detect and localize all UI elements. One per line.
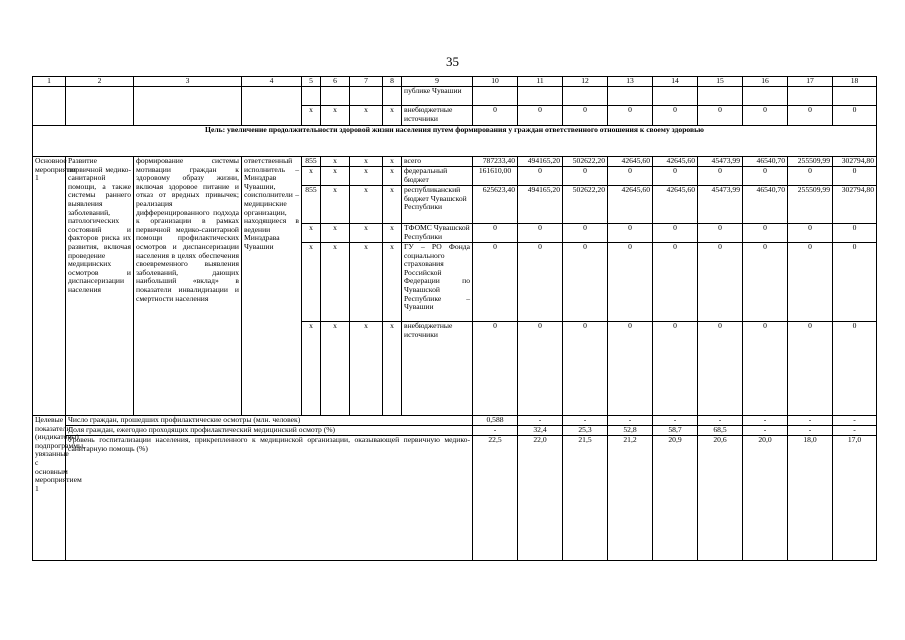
funding-source: внебюджетные источники — [402, 106, 473, 126]
col-header: 10 — [473, 77, 518, 87]
page-number: 35 — [446, 54, 459, 69]
col-header: 6 — [321, 77, 350, 87]
col-header: 12 — [563, 77, 608, 87]
table-row: Основное мероприятие 1 Развитие первичной медико-санитарной помощи, а также системы раннего выявления заболеваний, патологических состояний и факторов риска их развития, включая проведение медицинских осмотров и диспансеризации населения формирование системы мотивации граждан к здоровому образу жизни, включая здоровое питание и отказ от вредных привычек; реализация дифференцированного подхода к организации в рамках первичной медико-санитарной помощи профилактических осмотров и диспансеризации населения в целях обеспечения своевременного выявления заболеваний, дающих наибольший «вклад» в показатели инвалидизации и смертности населения ответственный исполнитель – Минздрав Чувашии, соисполнители – медицинские организации, находящиеся в ведении Минздрава Чувашии 855 х х х всего 787233,40 494165,20 502622,20 42645,60 42645,60 45473,99 46540,70 255509,99 302794,80 — [33, 157, 877, 167]
table-row: Целевые показатели (индикаторы) подпрограммы, увязанные с основным мероприятием 1 Число граждан, прошедших профилактические осмотры (млн. человек) 0,588 - - - - - - - - — [33, 416, 877, 426]
target-name: Число граждан, прошедших профилактические осмотры (млн. человек) — [66, 416, 473, 426]
cell: 0 — [653, 106, 698, 126]
goal-row — [33, 126, 877, 157]
targets-label: Целевые показатели (индикаторы) подпрограммы, увязанные с основным мероприятием 1 — [33, 416, 66, 561]
target-name: Доля граждан, ежегодно проходящих профилактический медицинский осмотр (%) — [66, 426, 473, 436]
col-header: 9 — [402, 77, 473, 87]
cell: 0 — [743, 106, 788, 126]
col-header: 17 — [788, 77, 833, 87]
cell: х — [321, 106, 350, 126]
funding-source: публике Чувашии — [402, 87, 473, 106]
funding-source: республиканский бюджет Чувашской Республики — [402, 186, 473, 224]
goal-text: Цель: увеличение продолжительности здоровой жизни населения путем формирования у граждан ответственного отношения к своему здоровью — [33, 126, 877, 157]
funding-source: ТФОМС Чувашской Республики — [402, 224, 473, 243]
table-row: х х х х ГУ – РО Фонда социального страхования Российской Федерации по Чувашской Республике – Чувашии 0 0 0 0 0 0 0 0 0 — [33, 243, 877, 322]
funding-source: федеральный бюджет — [402, 167, 473, 186]
table-row: Доля граждан, ежегодно проходящих профилактический медицинский осмотр (%) - 32,4 25,3 52,8 58,7 68,5 - - - — [33, 426, 877, 436]
cell: х — [350, 106, 383, 126]
col-header: 1 — [33, 77, 66, 87]
cell: 0 — [698, 106, 743, 126]
col-header: 4 — [242, 77, 302, 87]
table-row: 855 х х х республиканский бюджет Чувашской Республики 625623,40 494165,20 502622,20 42645,60 42645,60 45473,99 46540,70 255509,99 302794,80 — [33, 186, 877, 224]
col-header: 14 — [653, 77, 698, 87]
col-header: 7 — [350, 77, 383, 87]
funding-source: внебюджетные источники — [402, 322, 473, 416]
cell: 0 — [518, 106, 563, 126]
funding-source: ГУ – РО Фонда социального страхования Российской Федерации по Чувашской Республике – Чувашии — [402, 243, 473, 322]
cell: 0 — [788, 106, 833, 126]
col-header: 3 — [134, 77, 242, 87]
event-name: Развитие первичной медико-санитарной помощи, а также системы раннего выявления заболеваний, патологических состояний и факторов риска их развития, включая проведение медицинских осмотров и диспансеризации населения — [66, 157, 134, 416]
col-header: 18 — [833, 77, 877, 87]
program-table — [32, 76, 877, 561]
col-header: 15 — [698, 77, 743, 87]
table-row: х х х х внебюджетные источники 0 0 0 0 0 0 0 0 0 — [33, 322, 877, 416]
cell: х — [302, 106, 321, 126]
event-task: формирование системы мотивации граждан к здоровому образу жизни, включая здоровое питание и отказ от вредных привычек; реализация дифференцированного подхода к организации в рамках первичной медико-санитарной помощи профилактических осмотров и диспансеризации населения в целях обеспечения своевременного выявления заболеваний, дающих наибольший «вклад» в показатели инвалидизации и смертности населения — [134, 157, 242, 416]
table-row: Уровень госпитализации населения, прикрепленного к медицинской организации, оказывающей первичную медико-санитарную помощь (%) 22,5 22,0 21,5 21,2 20,9 20,6 20,0 18,0 17,0 — [33, 436, 877, 561]
event-executor: ответственный исполнитель – Минздрав Чувашии, соисполнители – медицинские организации, находящиеся в ведении Минздрава Чувашии — [242, 157, 302, 416]
col-header: 2 — [66, 77, 134, 87]
cell: 0 — [833, 106, 877, 126]
col-header: 11 — [518, 77, 563, 87]
event-label: Основное мероприятие 1 — [33, 157, 66, 416]
table-row: х х х х ТФОМС Чувашской Республики 0 0 0 0 0 0 0 0 0 — [33, 224, 877, 243]
cell: 0 — [473, 106, 518, 126]
col-header: 5 — [302, 77, 321, 87]
column-header-row — [33, 77, 877, 87]
table-row: х х х х федеральный бюджет 161610,00 0 0 0 0 0 0 0 0 — [33, 167, 877, 186]
target-name: Уровень госпитализации населения, прикрепленного к медицинской организации, оказывающей первичную медико-санитарную помощь (%) — [66, 436, 473, 561]
cell: 0 — [608, 106, 653, 126]
cell: х — [383, 106, 402, 126]
col-header: 8 — [383, 77, 402, 87]
funding-source: всего — [402, 157, 473, 167]
table-row — [33, 87, 877, 106]
cell: 0 — [563, 106, 608, 126]
col-header: 16 — [743, 77, 788, 87]
col-header: 13 — [608, 77, 653, 87]
